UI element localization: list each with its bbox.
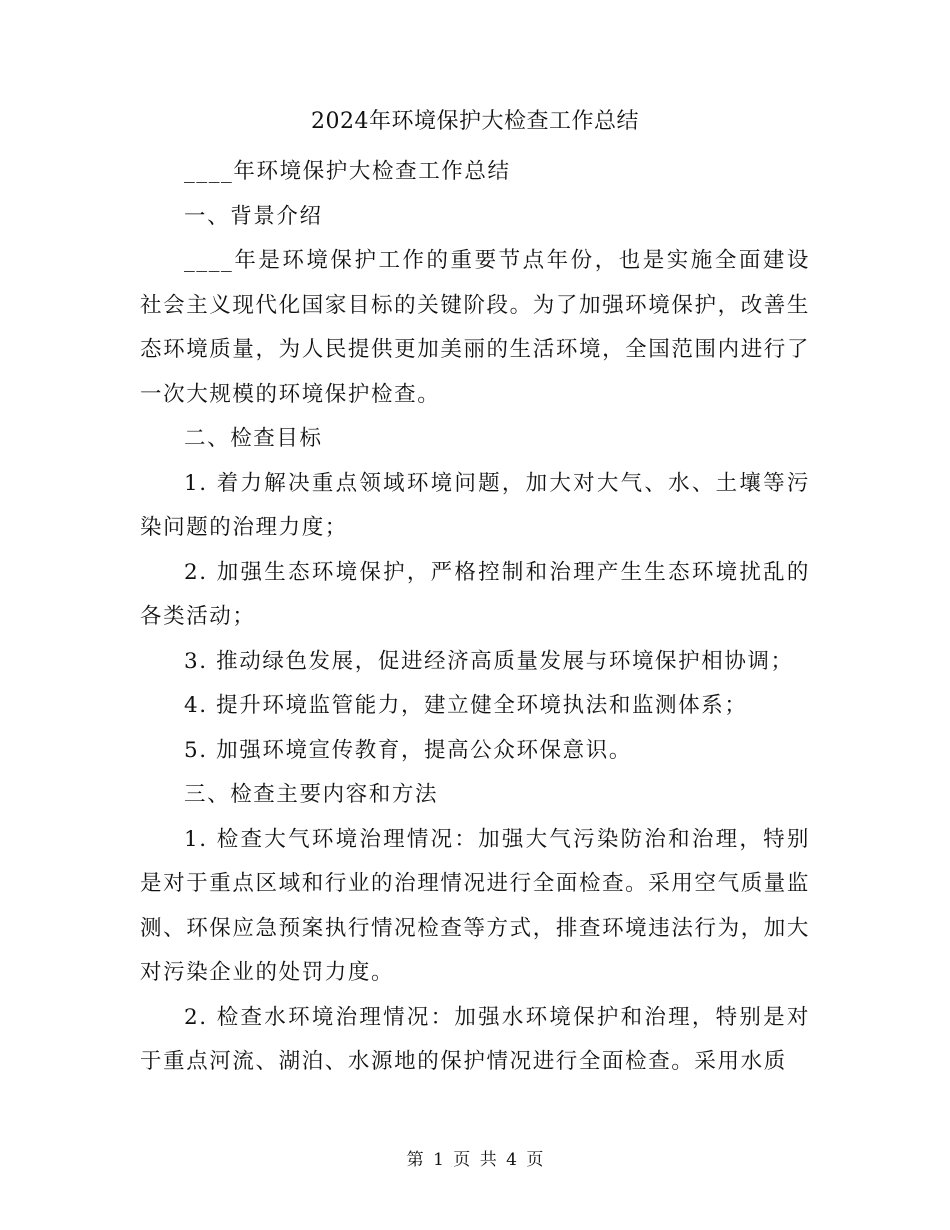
page-number-footer: 第 1 页 共 4 页 [406,1150,544,1170]
content-item-1: 1. 检查大气环境治理情况：加强大气污染防治和治理，特别是对于重点区域和行业的治理情况进行全面检查。采用空气质量监测、环保应急预案执行情况检查等方式，排查环境违法行为，加大对污染企业的处罚力度。 [140,826,810,985]
section-heading-content: 三、检查主要内容和方法 [184,782,439,807]
document-body [140,150,810,1085]
doc-subtitle: ____年环境保护大检查工作总结 [184,159,511,184]
paragraph-background: ____年是环境保护工作的重要节点年份，也是实施全面建设社会主义现代化国家目标的关键阶段。为了加强环境保护，改善生态环境质量，为人民提供更加美丽的生活环境，全国范围内进行了一次大规模的环境保护检查。 [140,248,810,407]
section-heading-background: 一、背景介绍 [184,203,323,229]
section-heading-goals: 二、检查目标 [184,426,323,451]
goal-item-3: 3. 推动绿色发展，促进经济高质量发展与环境保护相协调； [184,648,794,674]
document-title: 2024年环境保护大检查工作总结 [311,109,639,134]
goal-item-2: 2. 加强生态环境保护，严格控制和治理产生生态环境扰乱的各类活动； [140,559,810,629]
goal-item-5: 5. 加强环境宣传教育，提高公众环保意识。 [184,737,632,763]
goal-item-1: 1. 着力解决重点领域环境问题，加大对大气、水、土壤等污染问题的治理力度； [140,470,810,540]
content-item-2: 2. 检查水环境治理情况：加强水环境保护和治理，特别是对于重点河流、湖泊、水源地的保护情况进行全面检查。采用水质 [140,1004,810,1074]
goal-item-4: 4. 提升环境监管能力，建立健全环境执法和监测体系； [184,693,748,718]
